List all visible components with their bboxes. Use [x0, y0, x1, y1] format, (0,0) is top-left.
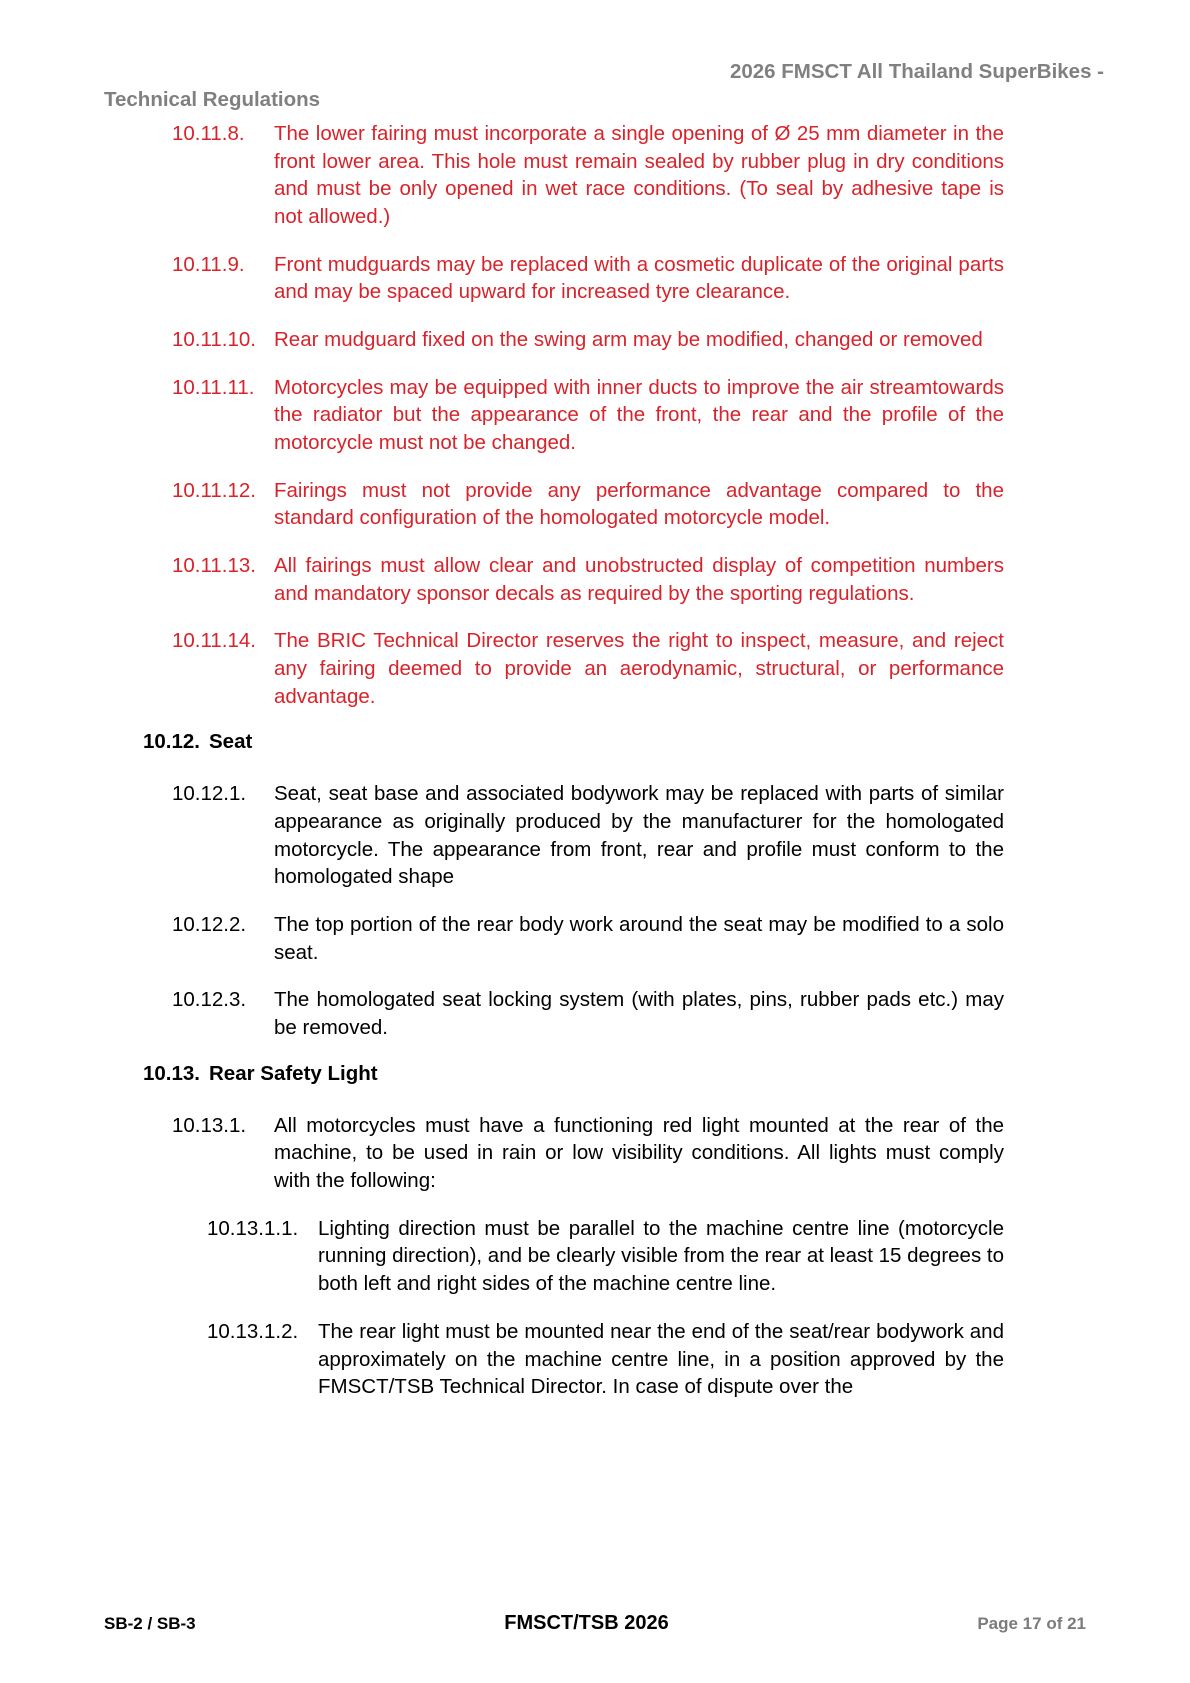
- page-header: [104, 58, 1104, 115]
- regulation-clause: [0, 251, 1190, 306]
- footer-page-number: Page 17 of 21: [977, 1614, 1086, 1633]
- regulation-clause: [0, 1215, 1190, 1298]
- clause-number: 10.11.10.: [172, 328, 256, 352]
- header-title-line1: 2026 FMSCT All Thailand SuperBikes -: [729, 60, 1104, 83]
- regulation-clause: [0, 1112, 1190, 1195]
- regulation-clause: [0, 1318, 1190, 1401]
- regulation-clause: [0, 120, 1190, 231]
- clause-text: Lighting direction must be parallel to the machine centre line (motorcycle running direction), and be clearly visible from the rear at least 15 degrees to both left and right sides of the machine centre line.: [318, 1216, 1004, 1296]
- clause-text: The homologated seat locking system (with plates, pins, rubber pads etc.) may be removed.: [274, 988, 1004, 1040]
- clause-text: Seat, seat base and associated bodywork may be replaced with parts of similar appearance as originally produced by the manufacturer for the homologated motorcycle. The appearance from front, rear and profile must conform to the homologated shape: [274, 782, 1004, 889]
- section-heading-number: 10.13.: [143, 1061, 200, 1085]
- footer-class-label: SB-2 / SB-3: [104, 1614, 196, 1633]
- document-body: [0, 120, 1190, 1421]
- page-footer: [104, 1612, 1086, 1635]
- clause-text: Fairings must not provide any performance advantage compared to the standard configuration of the homologated motorcycle model.: [274, 478, 1004, 530]
- regulation-clause: [0, 911, 1190, 966]
- clause-text: The lower fairing must incorporate a single opening of Ø 25 mm diameter in the front lower area. This hole must remain sealed by rubber plug in dry conditions and must be only opened in wet race conditions. (To seal by adhesive tape is not allowed.): [274, 122, 1004, 229]
- regulation-clause: [0, 780, 1190, 891]
- regulation-clause: [0, 374, 1190, 457]
- section-heading-number: 10.12.: [143, 730, 200, 754]
- regulation-clause: [0, 552, 1190, 607]
- clause-text: Front mudguards may be replaced with a cosmetic duplicate of the original parts and may be spaced upward for increased tyre clearance.: [274, 252, 1004, 304]
- clause-text: Rear mudguard fixed on the swing arm may be modified, changed or removed: [274, 328, 983, 352]
- clause-text: The BRIC Technical Director reserves the right to inspect, measure, and reject any fairing deemed to provide an aerodynamic, structural, or performance advantage.: [274, 629, 1004, 708]
- section-heading-label: Rear Safety Light: [209, 1061, 378, 1085]
- section-heading: [0, 1062, 1190, 1086]
- clause-number: 10.11.12.: [172, 478, 256, 502]
- clause-text: Motorcycles may be equipped with inner ducts to improve the air streamtowards the radiator but the appearance of the front, the rear and the profile of the motorcycle must not be changed.: [274, 375, 1004, 455]
- clause-number: 10.13.1.1.: [207, 1216, 299, 1240]
- clause-number: 10.11.14.: [172, 629, 256, 653]
- section-heading-label: Seat: [209, 730, 253, 754]
- clause-number: 10.11.8.: [172, 122, 245, 145]
- clause-text: All motorcycles must have a functioning red light mounted at the rear of the machine, to be used in rain or low visibility conditions. All lights must comply with the following:: [274, 1113, 1004, 1193]
- header-title-line2: Technical Regulations: [104, 88, 321, 112]
- clause-number: 10.12.3.: [172, 988, 247, 1012]
- footer-org-label: FMSCT/TSB 2026: [504, 1612, 669, 1634]
- clause-number: 10.12.1.: [172, 782, 247, 806]
- regulation-clause: [0, 986, 1190, 1041]
- clause-number: 10.11.11.: [172, 375, 255, 399]
- clause-text: The top portion of the rear body work around the seat may be modified to a solo seat.: [274, 913, 1004, 964]
- regulation-clause: [0, 477, 1190, 532]
- clause-number: 10.11.13.: [172, 554, 256, 578]
- section-heading: [0, 730, 1190, 754]
- clause-text: All fairings must allow clear and unobstructed display of competition numbers and mandatory sponsor decals as required by the sporting regulations.: [274, 554, 1004, 605]
- regulation-clause: [0, 326, 1190, 354]
- clause-number: 10.13.1.2.: [207, 1319, 299, 1343]
- clause-text: The rear light must be mounted near the end of the seat/rear bodywork and approximately on the machine centre line, in a position approved by the FMSCT/TSB Technical Director. In case of dispute over the: [318, 1319, 1004, 1399]
- clause-number: 10.11.9.: [172, 252, 245, 276]
- clause-number: 10.12.2.: [172, 913, 247, 937]
- clause-number: 10.13.1.: [172, 1113, 247, 1137]
- regulation-clause: [0, 627, 1190, 710]
